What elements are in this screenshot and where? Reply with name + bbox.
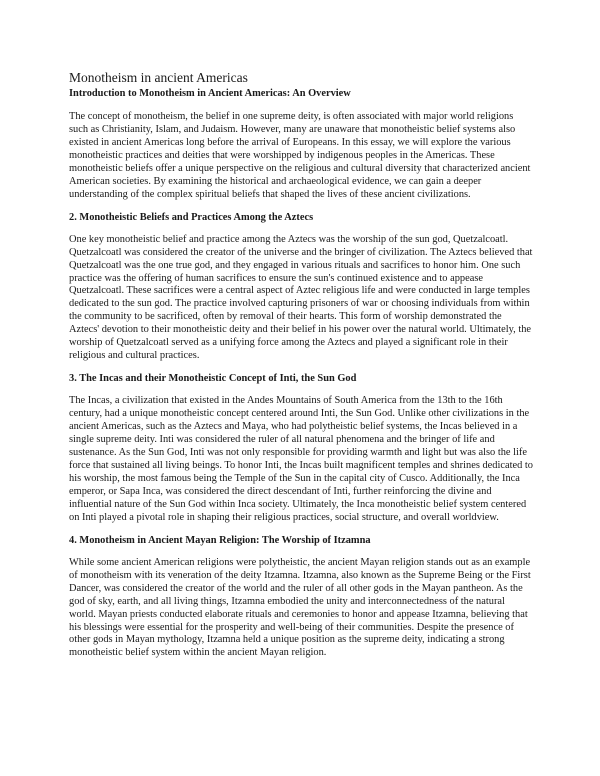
section-body-incas: The Incas, a civilization that existed in the Andes Mountains of South America from the 13th to the 16th century, had a unique monotheistic concept centered around Inti, the Sun God. Unlike other civilizations in the ancient Americas, such as the Aztecs and Maya, who had polytheistic belief systems, the Incas believed in a single supreme deity. Inti was considered the ruler of all natural phenomena and the bringer of life and sustenance. As the Sun God, Inti was not only responsible for providing warmth and light but was also the life force that sustained all living beings. To honor Inti, the Incas built magnificent temples and shrines dedicated to his worship, the most famous being the Temple of the Sun in the capital city of Cusco. Additionally, the Inca emperor, or Sapa Inca, was considered the direct descendant of Inti, further reinforcing the divine and influential nature of the Sun God within Inca society. Ultimately, the Inca monotheistic belief system centered on Inti played a pivotal role in shaping their religious practices, social structure, and overall worldview. — [69, 395, 533, 523]
section-heading-maya: 4. Monotheism in Ancient Mayan Religion: The Worship of Itzamna — [69, 534, 371, 546]
section-heading-aztecs: 2. Monotheistic Beliefs and Practices Among the Aztecs — [69, 211, 314, 223]
section-body-maya: While some ancient American religions were polytheistic, the ancient Mayan religion stands out as an example of monotheism with its veneration of the deity Itzamna. Itzamna, also known as the Supreme Being or the First Dancer, was considered the creator of the world and the ruler of all other gods in the Mayan pantheon. As the god of sky, earth, and all living things, Itzamna embodied the unity and interconnectedness of the natural world. Mayan priests conducted elaborate rituals and ceremonies to honor and appease Itzamna, believing that his blessings were essential for the prosperity and well-being of their communities. Despite the presence of other gods in Mayan mythology, Itzamna held a unique position as the supreme deity, indicating a strong monotheistic belief system within the ancient Mayan religion. — [69, 556, 531, 659]
document-title: Monotheism in ancient Americas — [69, 70, 248, 85]
section-body-aztecs: One key monotheistic belief and practice among the Aztecs was the worship of the sun god, Quetzalcoatl. Quetzalcoatl was considered the creator of the universe and the bringer of civilization. The Aztecs believed that Quetzalcoatl was the one true god, and they engaged in various rituals and sacrifices to honor him. One such practice was the offering of human sacrifices to ensure the sun's continued existence and to appease Quetzalcoatl. These sacrifices were a central aspect of Aztec religious life and were conducted in large temples dedicated to the sun god. The practice involved capturing prisoners of war or choosing individuals from within the community to be sacrificed, often by removal of their hearts. This form of worship demonstrated the Aztecs' devotion to their monotheistic deity and their belief in his power over the natural world. Ultimately, the worship of Quetzalcoatl served as a unifying force among the Aztecs and played a significant role in their religious and cultural practices. — [69, 233, 533, 362]
section-heading-incas: 3. The Incas and their Monotheistic Concept of Inti, the Sun God — [69, 373, 357, 385]
intro-paragraph: The concept of monotheism, the belief in one supreme deity, is often associated with major world religions such as Christianity, Islam, and Judaism. However, many are unaware that monotheistic belief systems also existed in ancient Americas long before the arrival of Europeans. In this essay, we will explore the various monotheistic practices and deities that were worshipped by indigenous peoples in the Americas. These monotheistic beliefs offer a unique perspective on the religious and cultural diversity that characterized ancient American societies. By examining the historical and archaeological evidence, we can gain a deeper understanding of the complex spiritual beliefs that shaped the lives of these ancient civilizations. — [69, 111, 531, 200]
document-subtitle: Introduction to Monotheism in Ancient Americas: An Overview — [69, 88, 351, 99]
document-page — [69, 70, 533, 660]
